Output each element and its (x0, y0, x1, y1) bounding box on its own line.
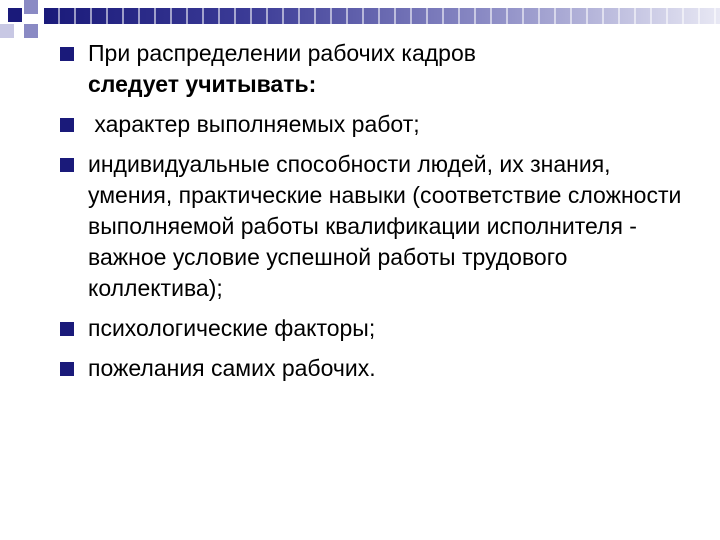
bullet-item (60, 353, 700, 384)
bullet-item (60, 38, 700, 100)
bullet-text: характер выполняемых работ; (88, 111, 420, 137)
square-bullet-icon (60, 362, 74, 376)
bullet-bold-text: следует учитывать: (88, 71, 317, 97)
banner-square (24, 24, 38, 38)
banner-square (0, 24, 14, 38)
square-bullet-icon (60, 47, 74, 61)
bullet-item (60, 109, 700, 140)
banner-square (8, 8, 22, 22)
bullet-text: индивидуальные способности людей, их знания, умения, практические навыки (соответствие сложности выполняемой работы квалификации исполнителя - важное условие успешной работы трудового коллектива); (88, 151, 682, 301)
bullet-text: пожелания самих рабочих. (88, 355, 376, 381)
banner-square (24, 0, 38, 14)
bullet-list (60, 38, 700, 393)
bullet-item (60, 149, 700, 304)
bullet-text: психологические факторы; (88, 315, 376, 341)
square-bullet-icon (60, 322, 74, 336)
square-bullet-icon (60, 118, 74, 132)
bullet-item (60, 313, 700, 344)
banner-gradient-bar (44, 8, 720, 24)
bullet-text: При распределении рабочих кадров (88, 40, 476, 66)
square-bullet-icon (60, 158, 74, 172)
